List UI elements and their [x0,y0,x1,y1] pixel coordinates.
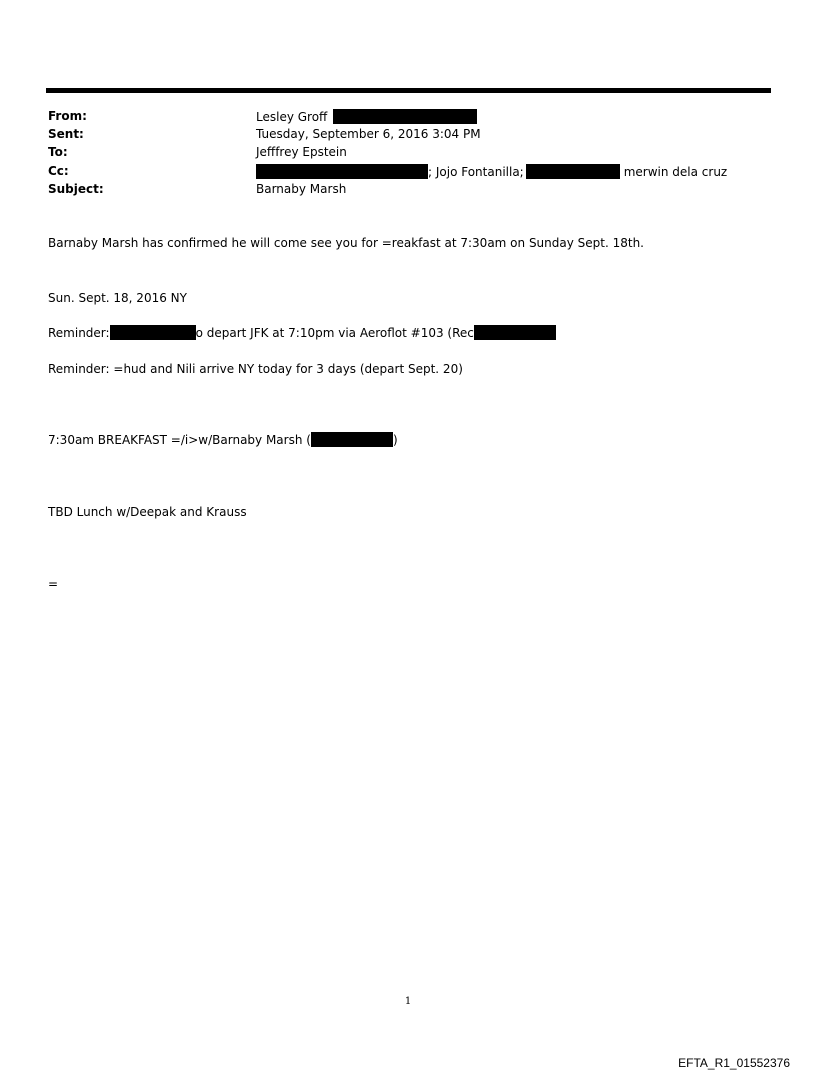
redaction-block [311,432,393,447]
reminder-text: o depart JFK at 7:10pm via Aeroflot #103 (Rec [195,326,474,340]
redaction-block [526,164,620,179]
body-paragraph: Barnaby Marsh has confirmed he will come see you for =reakfast at 7:30am on Sunday Sept. 18th. [48,236,644,250]
cc-label: Cc: [48,164,69,178]
redaction-block [256,164,428,179]
body-reminder-line: Reminder: =hud and Nili arrive NY today for 3 days (depart Sept. 20) [48,362,463,376]
from-label: From: [48,109,87,123]
body-breakfast-line [48,432,398,448]
body-trailing-char: = [48,577,59,591]
cc-recipient: merwin dela cruz [623,165,728,179]
reminder-prefix: Reminder: [48,326,110,340]
sent-value: Tuesday, September 6, 2016 3:04 PM [256,127,481,141]
page-number: 1 [404,996,412,1007]
subject-label: Subject: [48,182,104,196]
redaction-block [333,109,477,124]
cc-recipient: ; Jojo Fontanilla; [428,165,524,179]
to-value: Jefffrey Epstein [256,145,347,159]
sent-label: Sent: [48,127,84,141]
breakfast-close-paren: ) [392,433,398,447]
subject-value: Barnaby Marsh [256,182,347,196]
body-reminder-line [48,325,556,341]
redaction-block [474,325,556,340]
header-rule [46,88,771,93]
body-date-line: Sun. Sept. 18, 2016 NY [48,291,187,305]
document-id: EFTA_R1_01552376 [678,1056,790,1070]
redaction-block [110,325,196,340]
to-label: To: [48,145,68,159]
from-name: Lesley Groff [256,110,328,124]
from-value [256,109,477,125]
breakfast-text: 7:30am BREAKFAST =/i>w/Barnaby Marsh ( [48,433,311,447]
body-lunch-line: TBD Lunch w/Deepak and Krauss [48,505,247,519]
cc-value [256,164,727,180]
